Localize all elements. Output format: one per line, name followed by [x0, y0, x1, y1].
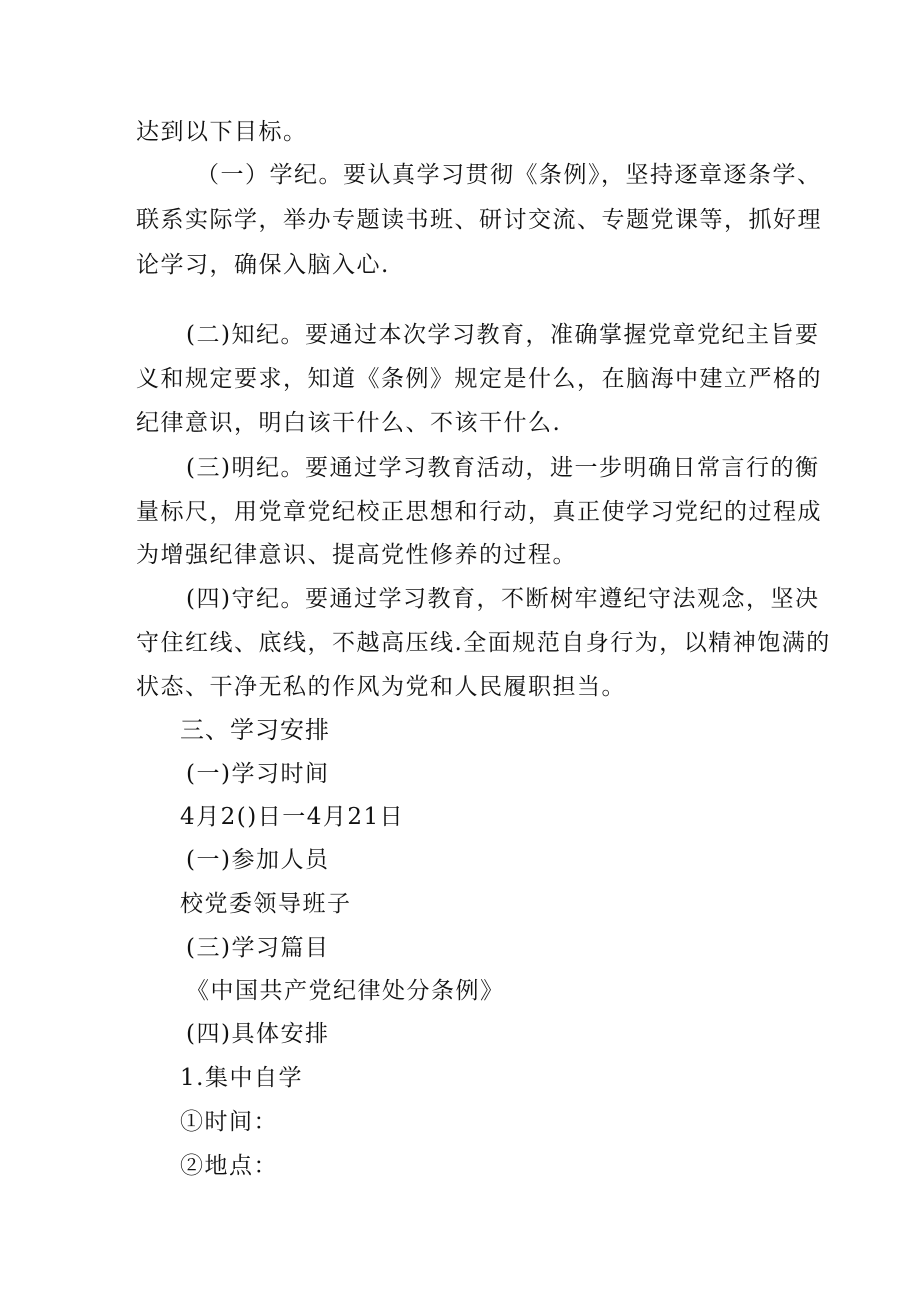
paragraph-line: (四)守纪。要通过学习教育，不断树牢遵纪守法观念，坚决 [186, 586, 820, 612]
paragraph-line: 义和规定要求，知道《条例》规定是什么，在脑海中建立严格的 [136, 366, 822, 392]
schedule-time: ①时间： [180, 1109, 278, 1135]
paragraph-line: （一）学纪。要认真学习贯彻《条例》，坚持逐章逐条学、 [196, 162, 822, 188]
paragraph-line: 论学习，确保入脑入心. [136, 252, 390, 278]
subheading-time: (一)学习时间 [186, 761, 330, 787]
section-heading: 三、学习安排 [180, 716, 330, 744]
paragraph-line: 为增强纪律意识、提高党性修养的过程。 [136, 542, 577, 568]
paragraph-line: 量标尺，用党章党纪校正思想和行动，真正使学习党纪的过程成 [136, 499, 822, 525]
subheading-participants: (一)参加人员 [186, 847, 330, 873]
paragraph-line: 达到以下目标。 [136, 119, 308, 145]
paragraph-line: 联系实际学，举办专题读书班、研讨交流、专题党课等，抓好理 [136, 207, 822, 233]
schedule-item: 1.集中自学 [180, 1065, 303, 1091]
subheading-schedule: (四)具体安排 [186, 1021, 330, 1047]
paragraph-line: (二)知纪。要通过本次学习教育，准确掌握党章党纪主旨要 [186, 322, 820, 348]
time-value: 4月2()日一4月21日 [180, 804, 405, 830]
participants-value: 校党委领导班子 [180, 891, 352, 917]
materials-value: 《中国共产党纪律处分条例》 [186, 978, 505, 1004]
paragraph-line: 纪律意识，明白该干什么、不该干什么. [136, 410, 562, 436]
subheading-materials: (三)学习篇目 [186, 935, 330, 961]
paragraph-line: 守住红线、底线，不越高压线.全面规范自身行为，以精神饱满的 [136, 630, 831, 656]
paragraph-line: 状态、干净无私的作风为党和人民履职担当。 [136, 674, 626, 700]
paragraph-line: (三)明纪。要通过学习教育活动，进一步明确日常言行的衡 [186, 455, 820, 481]
schedule-location: ②地点： [180, 1153, 278, 1179]
